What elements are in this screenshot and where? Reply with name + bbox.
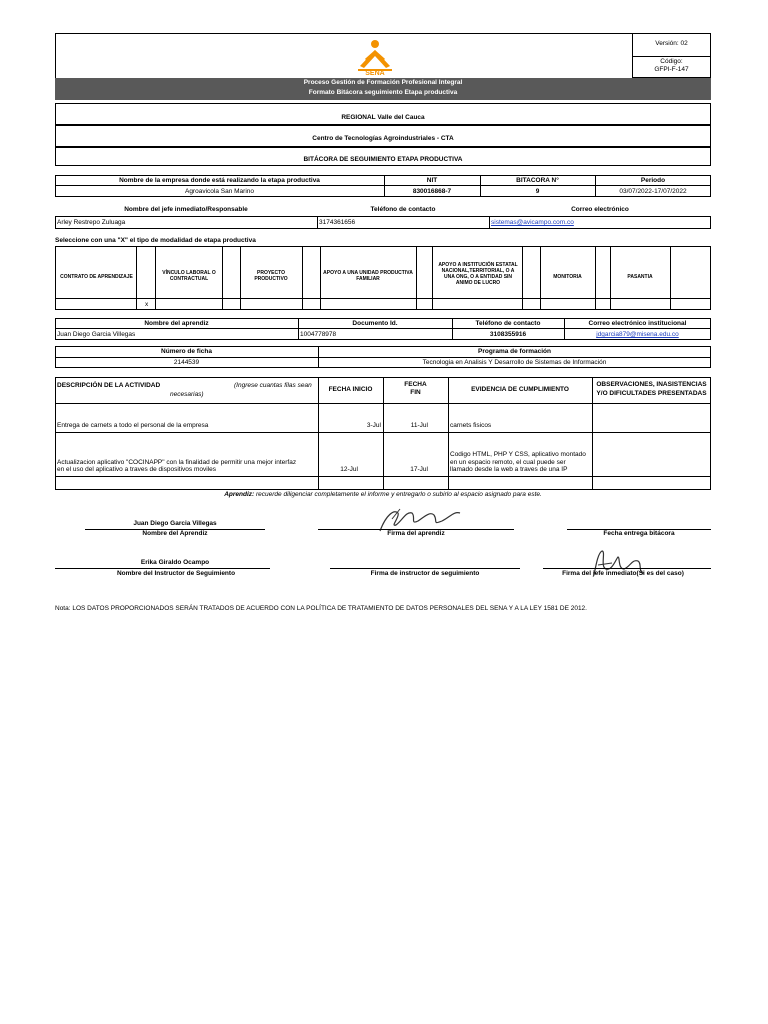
delivery-date-label: Fecha entrega bitácora <box>603 530 675 537</box>
apprentice-email-label: Correo electrónico institucional <box>588 320 687 327</box>
boss-email-link[interactable]: sistemas@avicampo.com.co <box>491 219 574 226</box>
observations-label-1: OBSERVACIONES, INASISTENCIAS <box>596 381 707 388</box>
boss-phone: 3174361656 <box>319 219 356 226</box>
program-label: Programa de formación <box>478 348 551 355</box>
end-date-label-1: FECHA <box>404 381 427 388</box>
evidence-label: EVIDENCIA DE CUMPLIMIENTO <box>471 386 569 393</box>
boss-name: Arley Restrepo Zuluaga <box>57 219 126 226</box>
apprentice-note <box>55 491 711 499</box>
modality-option-monitoria[interactable]: MONITORIA <box>553 274 582 280</box>
start-date-label: FECHA INICIO <box>328 386 373 393</box>
apprentice-phone: 3108355916 <box>489 331 527 338</box>
signature-apprentice-sign-label: Firma del aprendiz <box>387 530 445 537</box>
apprentice-name: Juan Diego Garcia Villegas <box>57 331 136 338</box>
modality-option-pasantia[interactable]: PASANTIA <box>627 274 653 280</box>
activity-row-1-evidence: carnets fisicos <box>450 422 492 429</box>
activity-row-2-start: 12-Jul <box>340 466 358 473</box>
modality-option-vinculo[interactable]: VÍNCULO LABORAL O CONTRACTUAL <box>162 270 216 282</box>
modality-option-contrato[interactable]: CONTRATO DE APRENDIZAJE <box>60 274 133 280</box>
apprentice-phone-label: Teléfono de contacto <box>475 320 541 327</box>
activity-row-2-evidence-1: Codigo HTML, PHP Y CSS, aplicativo montado <box>450 451 586 458</box>
bitacora-label: BITACORA N° <box>516 177 559 184</box>
code-label: Código: <box>660 58 683 65</box>
program: Tecnologia en Analisis Y Desarrollo de Sistemas de Información <box>422 359 607 366</box>
code-value: GFPI-F-147 <box>654 66 689 73</box>
sena-logo-text: SENA <box>365 70 385 77</box>
ficha: 2144539 <box>173 359 200 366</box>
signature-instructor-label: Nombre del Instructor de Seguimiento <box>116 570 236 577</box>
signature-boss-sign-label: Firma del jefe inmediato(Si es del caso) <box>562 570 684 577</box>
boss-phone-label: Teléfono de contacto <box>370 206 436 213</box>
sena-logo <box>352 38 398 78</box>
bitacora-number: 9 <box>535 188 540 195</box>
nit: 830016868-7 <box>412 188 452 195</box>
activity-row-2-evidence-2: en un espacio remoto, el cual puede ser <box>450 459 566 466</box>
process-title: Proceso Gestión de Formación Profesional Integral <box>303 79 463 86</box>
activity-row-1-end: 11-Jul <box>410 422 428 429</box>
modality-prompt: Seleccione con una "X" el tipo de modalidad de etapa productiva <box>55 237 256 244</box>
company-name-label: Nombre de la empresa donde está realizando la etapa productiva <box>119 177 320 184</box>
activity-desc-label: DESCRIPCIÓN DE LA ACTIVIDAD <box>57 382 161 389</box>
activity-row-2-evidence-3: llamado desde la web a traves de una IP <box>450 466 568 473</box>
modality-option-familiar[interactable]: APOYO A UNA UNIDAD PRODUCTIVA FAMILIAR <box>323 270 413 282</box>
activity-row-1-start: 3-Jul <box>366 422 381 429</box>
end-date-label-2: FIN <box>410 389 421 396</box>
apprentice-note-text: recuerde diligenciar completamente el informe y entregarlo o subirlo al espacio asignado para este. <box>254 491 542 498</box>
signature-instructor-sign-label: Firma de instructor de seguimiento <box>370 570 480 577</box>
modality-option-estatal[interactable]: APOYO A INSTITUCIÓN ESTATAL NACIONAL,TERRITORIAL, O A UNA ONG, O A ENTIDAD SIN ANIMO DE LUCRO <box>438 262 518 286</box>
activity-row-1-desc: Entrega de carnets a todo el personal de la empresa <box>57 422 209 429</box>
boss-label: Nombre del jefe inmediato/Responsable <box>124 206 248 213</box>
boss-email-label: Correo electrónico <box>571 206 629 213</box>
activity-desc-hint-2: necesarias) <box>170 391 204 398</box>
ficha-label: Número de ficha <box>161 348 212 355</box>
apprentice-note-bold: Aprendiz: <box>224 491 255 498</box>
page-title: BITÁCORA DE SEGUIMIENTO ETAPA PRODUCTIVA <box>303 156 463 163</box>
modality-mark-x: x <box>145 301 149 308</box>
observations-label-2: Y/O DIFICULTADES PRESENTADAS <box>596 390 707 397</box>
version: Versión: 02 <box>655 40 688 47</box>
activity-row-2-desc-1: Actualizacion aplicativo "COCINAPP" con la finalidad de permitir una mejor interfaz <box>57 459 297 466</box>
modality-option-proyecto[interactable]: PROYECTO PRODUCTIVO <box>254 270 288 282</box>
center: Centro de Tecnologías Agroindustriales - CTA <box>312 135 454 142</box>
data-policy-note: Nota: LOS DATOS PROPORCIONADOS SERÁN TRATADOS DE ACUERDO CON LA POLÍTICA DE TRATAMIENTO DE DATOS PERSONALES DEL SENA Y A LA LEY 1581 DE 2012. <box>55 605 587 612</box>
period: 03/07/2022-17/07/2022 <box>619 188 687 195</box>
activity-desc-hint-1: (Ingrese cuantas filas sean <box>234 382 312 389</box>
apprentice-doc: 1004778978 <box>300 331 337 338</box>
signature-apprentice-name: Juan Diego Garcia Villegas <box>133 520 217 527</box>
regional: REGIONAL Valle del Cauca <box>341 114 425 121</box>
apprentice-email-link[interactable]: jdgarcia879@misena.edu.co <box>596 331 679 338</box>
nit-label: NIT <box>426 177 438 184</box>
boss-row <box>55 216 711 229</box>
apprentice-doc-label: Documento Id. <box>352 320 398 327</box>
company-name: Agroavicola San Marino <box>184 188 254 195</box>
signature-instructor-name: Erika Giraldo Ocampo <box>140 559 210 566</box>
format-title: Formato Bitácora seguimiento Etapa productiva <box>308 89 458 96</box>
process-header <box>55 78 711 100</box>
apprentice-name-label: Nombre del aprendiz <box>144 320 209 327</box>
activity-row-2-end: 17-Jul <box>410 466 428 473</box>
period-label: Periodo <box>640 177 666 184</box>
activity-row-2-desc-2: en el uso del aplicativo a traves de dispositivos moviles <box>57 466 216 473</box>
signature-apprentice-label: Nombre del Aprendiz <box>142 530 208 537</box>
